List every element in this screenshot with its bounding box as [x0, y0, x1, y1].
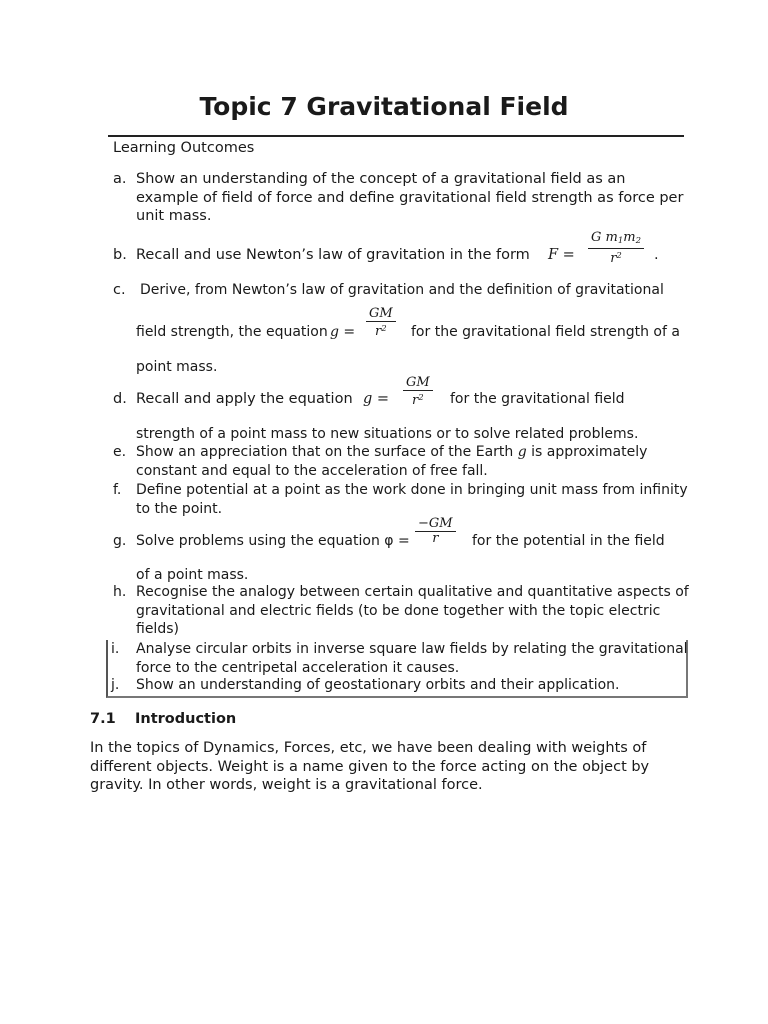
- outcome-marker: d.: [113, 391, 127, 407]
- intro-paragraph: In the topics of Dynamics, Forces, etc, we have been dealing with weights of different objects. Weight is a name given to the force acting on the object by gravity. In other words, weight is a gravitational force.: [90, 740, 650, 793]
- outcome-text: Show an understanding of geostationary orbits and their application.: [136, 677, 620, 693]
- outcome-text: Define potential at a point as the work done in bringing unit mass from infinity to the point.: [136, 482, 688, 517]
- page-title: Topic 7 Gravitational Field: [199, 92, 569, 121]
- outcome-d: [113, 375, 693, 450]
- outcome-text-line2: of a point mass.: [136, 567, 249, 583]
- section-title: Introduction: [135, 711, 237, 727]
- outcome-text-cont: is approximately constant and equal to the acceleration of free fall.: [136, 444, 648, 479]
- outcome-marker: a.: [113, 171, 127, 187]
- outcome-marker: h.: [113, 584, 127, 600]
- outcome-marker: b.: [113, 247, 127, 263]
- outcome-text: Show an understanding of the concept of a gravitational field as an example of field of force and define gravitational field strength as force per unit mass.: [136, 171, 684, 224]
- outcome-text-line2: strength of a point mass to new situations or to solve related problems.: [136, 426, 639, 442]
- outcome-marker: c.: [113, 282, 126, 298]
- outcome-text-post: for the potential in the field: [472, 533, 665, 549]
- outcome-text-post: for the gravitational field: [450, 391, 625, 407]
- formula-lhs: g =: [330, 324, 356, 340]
- newton-law-fraction: $\frac{G m_1m_2}{r^2}$: [588, 231, 644, 266]
- formula-lhs: g =: [363, 391, 390, 407]
- outcome-g: [113, 516, 693, 583]
- title-divider: [108, 135, 684, 137]
- learning-outcomes-heading: Learning Outcomes: [113, 140, 255, 156]
- field-strength-fraction: $\frac{GM}{r^2}$: [366, 307, 396, 339]
- outcome-marker: j.: [111, 677, 120, 693]
- outcome-text-line3: point mass.: [136, 359, 218, 375]
- outcome-text: Recognise the analogy between certain qualitative and quantitative aspects of gravitational and electric fields (to be done together with the topic electric fields): [136, 584, 689, 637]
- outcome-text-line2-post: for the gravitational field strength of a: [411, 324, 680, 340]
- potential-fraction: $\frac{-GM}{r}$: [415, 517, 456, 546]
- g-symbol: g: [517, 444, 527, 460]
- outcome-marker: f.: [113, 482, 122, 498]
- outcome-c: [113, 281, 693, 381]
- field-strength-fraction: $\frac{GM}{r^2}$: [403, 376, 433, 408]
- outcome-marker: e.: [113, 444, 127, 460]
- formula-lhs: F =: [548, 247, 575, 263]
- outcome-text: Recall and apply the equation: [136, 391, 353, 407]
- outcome-marker: i.: [111, 641, 120, 657]
- outcome-text-line2: field strength, the equation: [136, 324, 328, 340]
- outcome-text: Solve problems using the equation φ =: [136, 533, 410, 549]
- outcome-marker: g.: [113, 533, 127, 549]
- section-number: 7.1: [90, 711, 116, 727]
- outcome-text: Show an appreciation that on the surface of the Earth: [136, 444, 514, 460]
- outcome-text: Analyse circular orbits in inverse square law fields by relating the gravitational force to the centripetal acceleration it causes.: [136, 641, 688, 676]
- outcome-text: Recall and use Newton’s law of gravitation in the form: [136, 247, 530, 263]
- formula-period: .: [654, 247, 659, 263]
- outcome-text-line1: Derive, from Newton’s law of gravitation and the definition of gravitational: [140, 282, 664, 298]
